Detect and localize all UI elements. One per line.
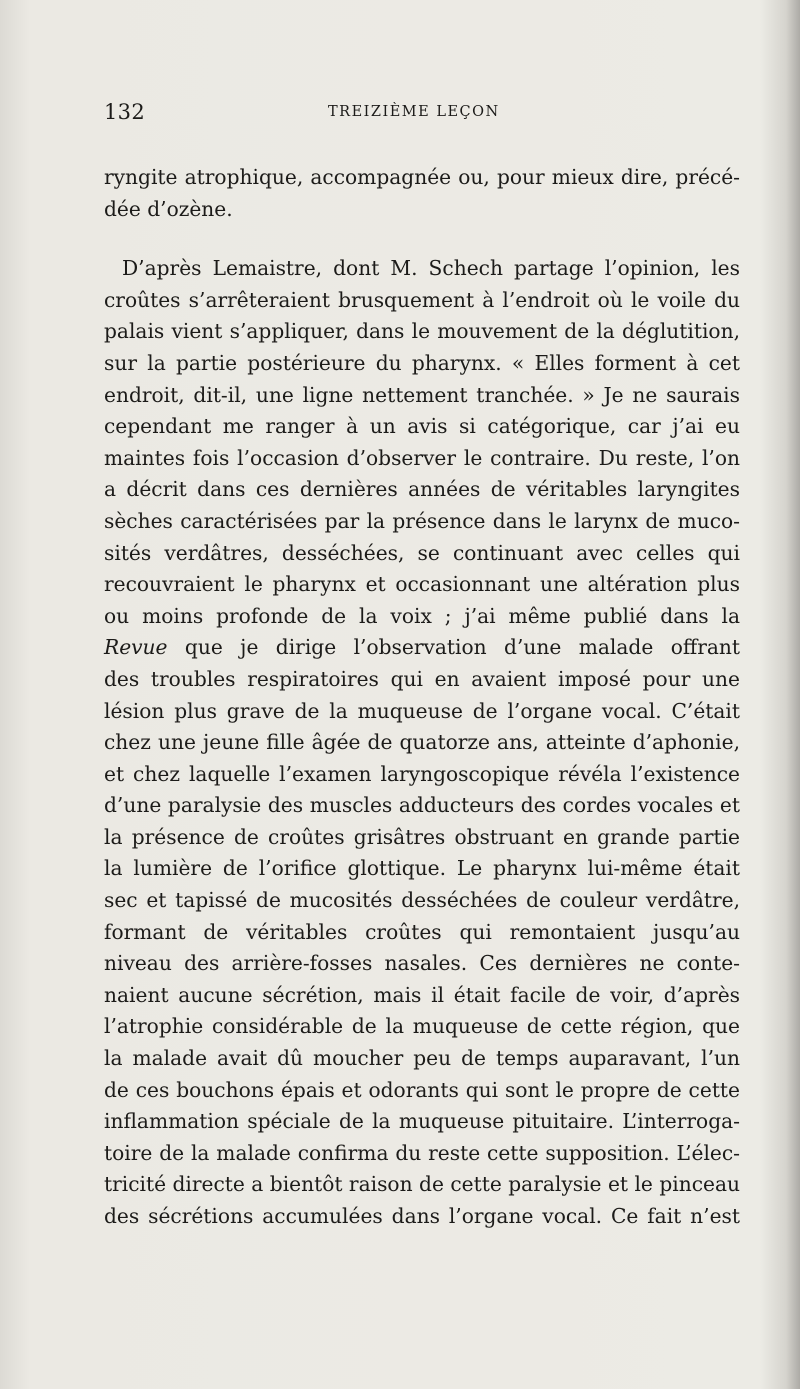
text-line: ou moins profonde de la voix ; j’ai même publié dans la bbox=[104, 603, 740, 628]
running-title: TREIZIÈME LEÇON bbox=[328, 104, 500, 120]
text-line: d’une paralysie des muscles adducteurs des cordes vocales et bbox=[104, 793, 740, 818]
italic-journal-title: Revue bbox=[104, 635, 168, 660]
text-line: D’après Lemaistre, dont M. Schech partage l’opinion, les bbox=[122, 256, 740, 281]
text-line: endroit, dit-il, une ligne nettement tranchée. » Je ne saurais bbox=[104, 382, 740, 407]
body-text bbox=[104, 162, 740, 1233]
text-line: sec et tapissé de mucosités desséchées de couleur verdâtre, bbox=[104, 888, 740, 913]
text-line: dée d’ozène. bbox=[104, 196, 233, 221]
text-line: sur la partie postérieure du pharynx. « Elles forment à cet bbox=[104, 350, 740, 375]
text-line: et chez laquelle l’examen laryngoscopique révéla l’existence bbox=[104, 761, 740, 786]
text-line: Revue que je dirige l’observation d’une malade offrant bbox=[104, 635, 740, 660]
running-head bbox=[104, 100, 740, 132]
text-line: de ces bouchons épais et odorants qui sont le propre de cette bbox=[104, 1077, 740, 1102]
text-line: niveau des arrière-fosses nasales. Ces dernières ne conte- bbox=[104, 951, 740, 976]
text-line: l’atrophie considérable de la muqueuse de cette région, que bbox=[104, 1014, 740, 1039]
text-line: ryngite atrophique, accompagnée ou, pour mieux dire, précé- bbox=[104, 165, 740, 189]
text-line: la malade avait dû moucher peu de temps auparavant, l’un bbox=[104, 1046, 740, 1071]
text-line: des sécrétions accumulées dans l’organe vocal. Ce fait n’est bbox=[104, 1204, 740, 1228]
text-line: maintes fois l’occasion d’observer le contraire. Du reste, l’on bbox=[104, 445, 740, 470]
text-line: a décrit dans ces dernières années de véritables laryngites bbox=[104, 477, 740, 502]
text-line: toire de la malade confirma du reste cette supposition. L’élec- bbox=[104, 1140, 740, 1165]
text-line: chez une jeune fille âgée de quatorze ans, atteinte d’aphonie, bbox=[104, 730, 740, 755]
text-line: des troubles respiratoires qui en avaient imposé pour une bbox=[104, 666, 740, 691]
text-line: croûtes s’arrêteraient brusquement à l’endroit où le voile du bbox=[104, 287, 740, 312]
text-line: inflammation spéciale de la muqueuse pituitaire. L’interroga- bbox=[104, 1109, 740, 1134]
text-line: sèches caractérisées par la présence dans le larynx de muco- bbox=[104, 508, 740, 533]
text-line: palais vient s’appliquer, dans le mouvement de la déglutition, bbox=[104, 319, 740, 344]
paragraph-gap bbox=[104, 225, 740, 253]
text-line: naient aucune sécrétion, mais il était facile de voir, d’après bbox=[104, 982, 740, 1007]
text-line: lésion plus grave de la muqueuse de l’organe vocal. C’était bbox=[104, 698, 740, 723]
text-line: la lumière de l’orifice glottique. Le pharynx lui-même était bbox=[104, 856, 740, 881]
text-line: la présence de croûtes grisâtres obstruant en grande partie bbox=[104, 824, 740, 849]
text-line: formant de véritables croûtes qui remontaient jusqu’au bbox=[104, 919, 740, 944]
text-line: cependant me ranger à un avis si catégorique, car j’ai eu bbox=[104, 414, 740, 439]
text-line: recouvraient le pharynx et occasionnant une altération plus bbox=[104, 572, 740, 597]
page-number: 132 bbox=[104, 100, 145, 124]
text-line: tricité directe a bientôt raison de cette paralysie et le pinceau bbox=[104, 1172, 740, 1197]
text-line: sités verdâtres, desséchées, se continuant avec celles qui bbox=[104, 540, 740, 565]
